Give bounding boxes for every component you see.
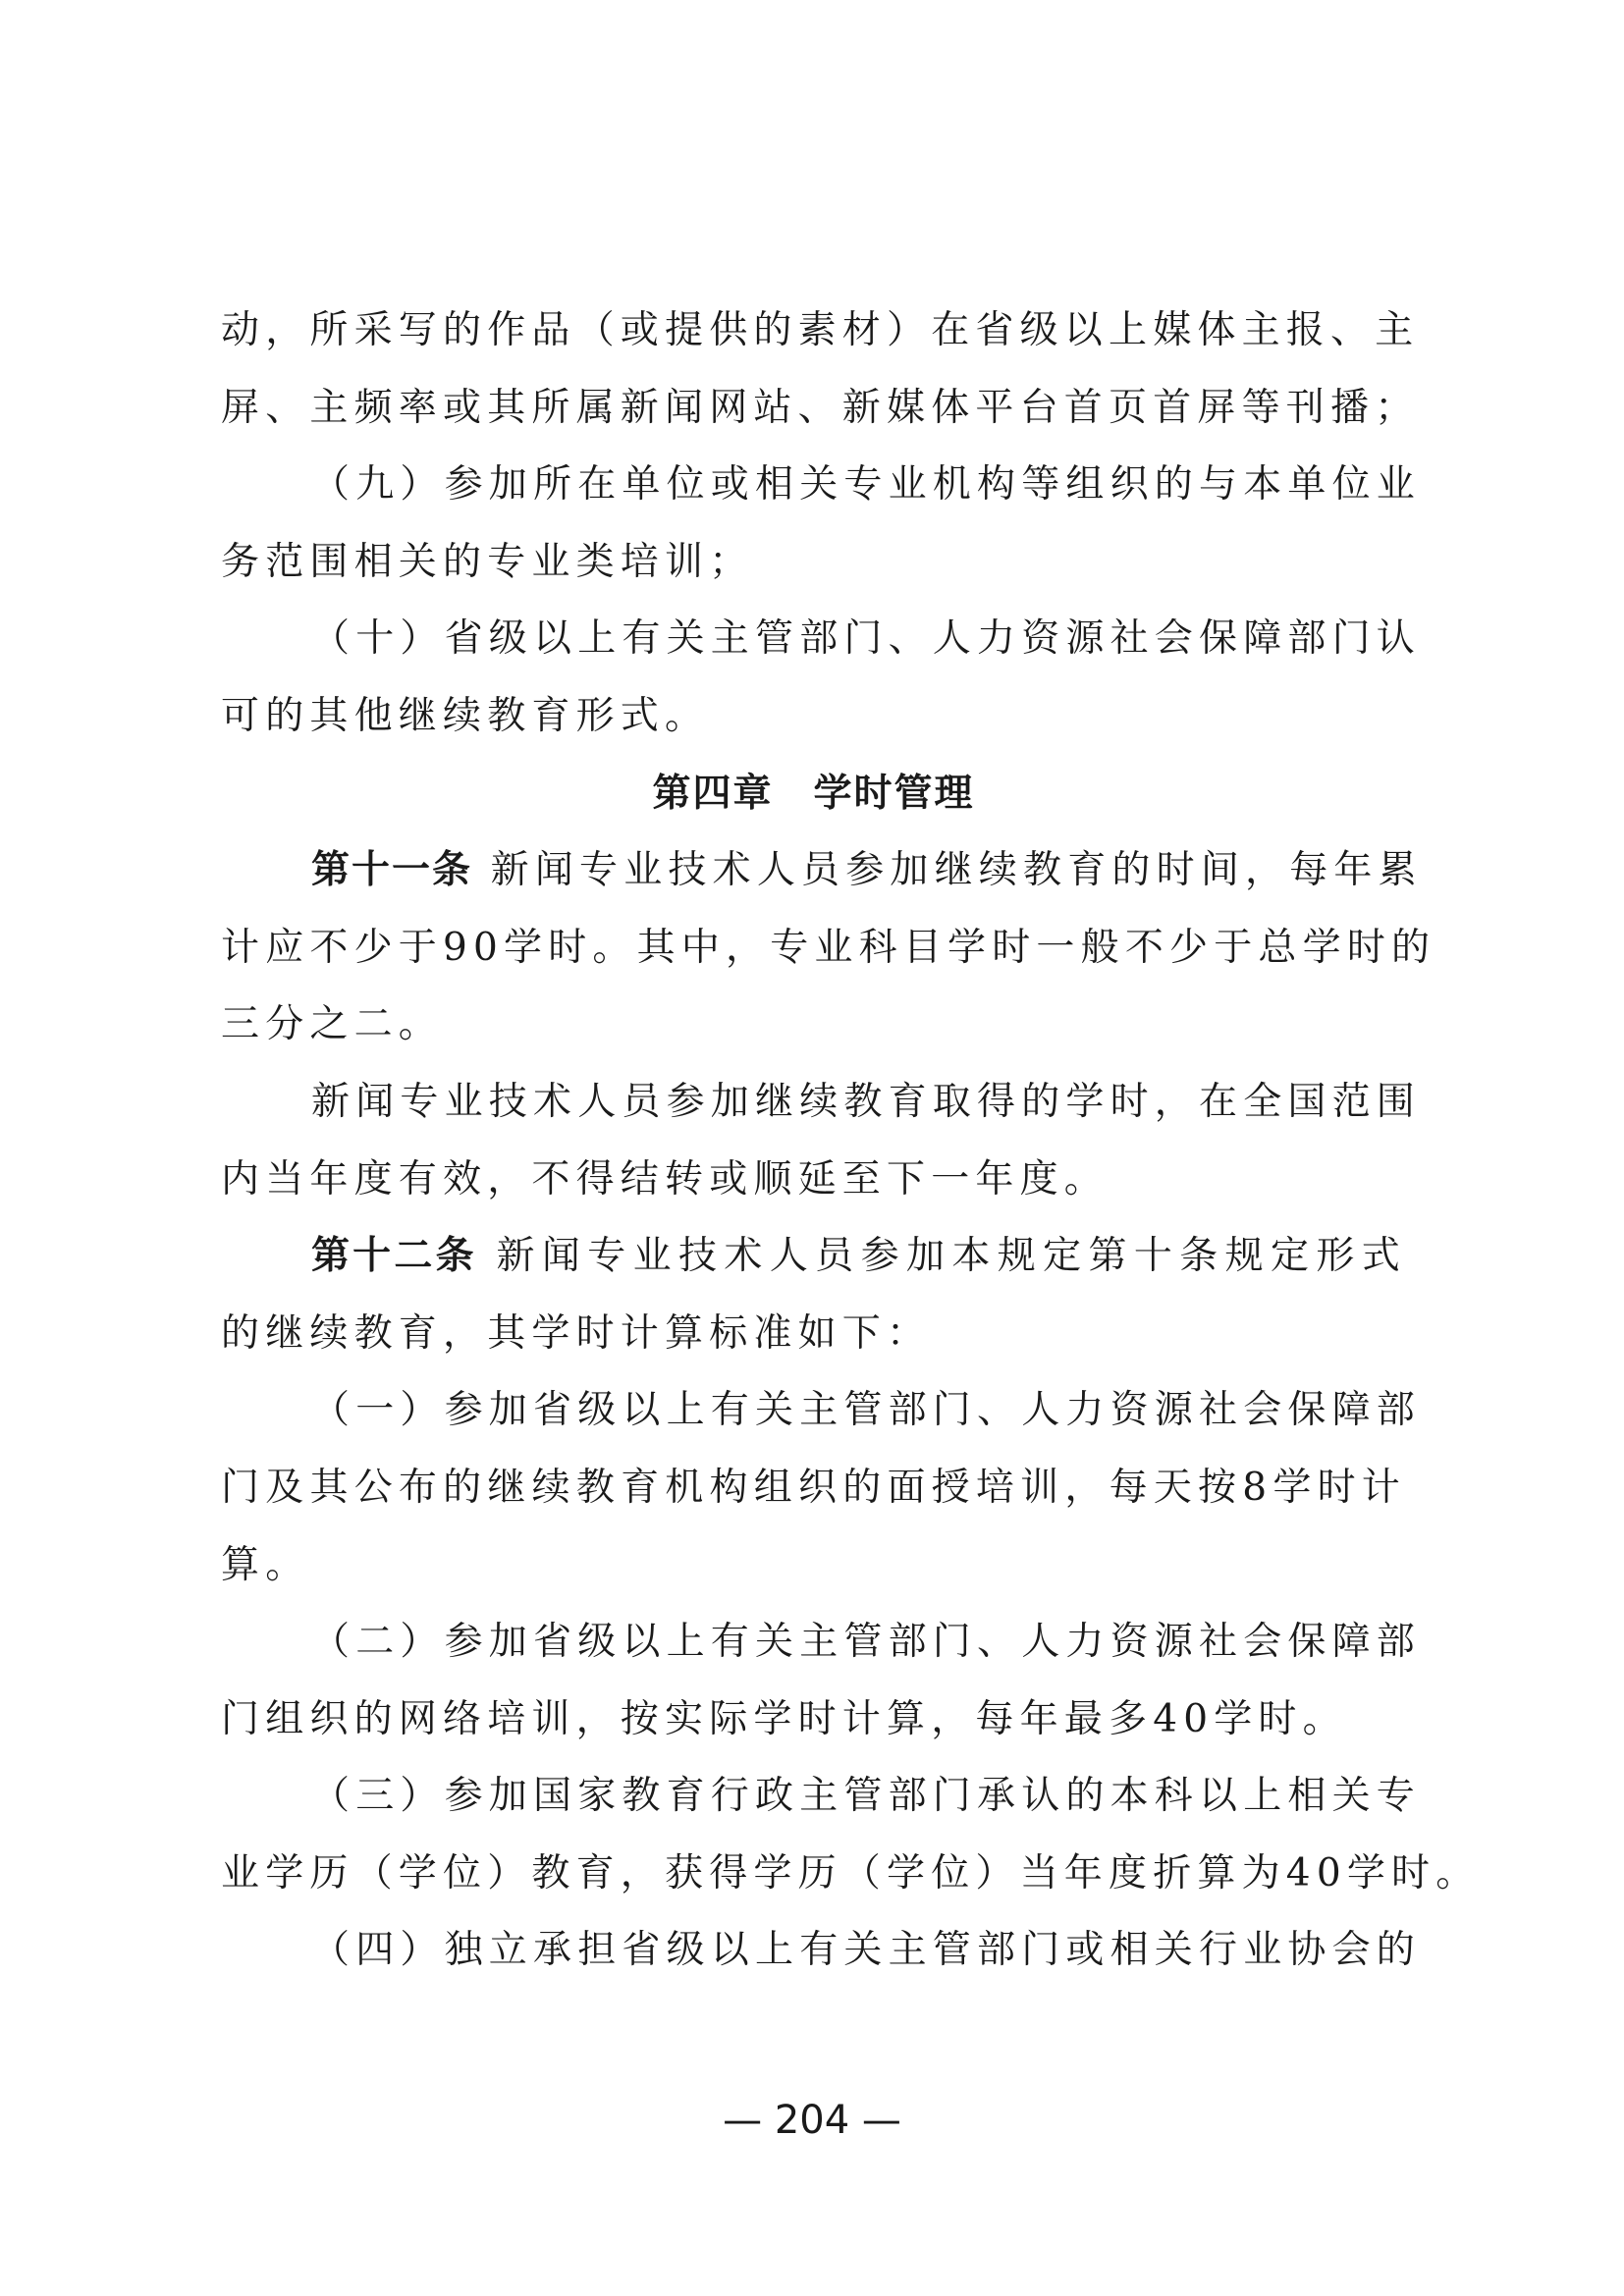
- text-line: （二）参加省级以上有关主管部门、人力资源社会保障部: [311, 1620, 1422, 1665]
- article-label: 第十一条: [311, 848, 473, 893]
- text-line-content: 新闻专业技术人员参加继续教育的时间，每年累: [490, 848, 1423, 893]
- text-line: （四）独立承担省级以上有关主管部门或相关行业协会的: [311, 1928, 1422, 1973]
- text-line: 动，所采写的作品（或提供的素材）在省级以上媒体主报、主: [221, 308, 1420, 352]
- body-text: [221, 293, 1481, 1990]
- text-line: 计应不少于90学时。其中，专业科目学时一般不少于总学时的: [221, 925, 1436, 970]
- text-line: （三）参加国家教育行政主管部门承认的本科以上相关专: [311, 1774, 1422, 1819]
- text-line: 新闻专业技术人员参加继续教育取得的学时，在全国范围: [311, 1079, 1422, 1124]
- text-line: 内当年度有效，不得结转或顺延至下一年度。: [221, 1156, 1110, 1201]
- page-number: — 204 —: [723, 2098, 901, 2143]
- text-line: 三分之二。: [221, 1002, 444, 1047]
- text-line: （一）参加省级以上有关主管部门、人力资源社会保障部: [311, 1388, 1422, 1433]
- text-line: 屏、主频率或其所属新闻网站、新媒体平台首页首屏等刊播；: [221, 385, 1420, 430]
- text-line: （十）省级以上有关主管部门、人力资源社会保障部门认: [311, 616, 1422, 662]
- text-line: 门及其公布的继续教育机构组织的面授培训，每天按8学时计: [221, 1465, 1406, 1510]
- text-line-content: 新闻专业技术人员参加本规定第十条规定形式: [496, 1234, 1406, 1279]
- text-line: 可的其他继续教育形式。: [221, 693, 710, 738]
- article-label: 第十二条: [311, 1234, 477, 1279]
- text-line: 务范围相关的专业类培训；: [221, 539, 754, 584]
- text-line: [221, 832, 1423, 910]
- text-line: [221, 1218, 1406, 1296]
- text-line: 算。: [221, 1542, 310, 1587]
- text-line: 门组织的网络培训，按实际学时计算，每年最多40学时。: [221, 1696, 1347, 1741]
- text-line: 的继续教育，其学时计算标准如下：: [221, 1310, 932, 1356]
- text-line: 业学历（学位）教育，获得学历（学位）当年度折算为40学时。: [221, 1850, 1481, 1896]
- text-line: （九）参加所在单位或相关专业机构等组织的与本单位业: [311, 462, 1422, 507]
- chapter-heading: 第四章 学时管理: [652, 771, 975, 816]
